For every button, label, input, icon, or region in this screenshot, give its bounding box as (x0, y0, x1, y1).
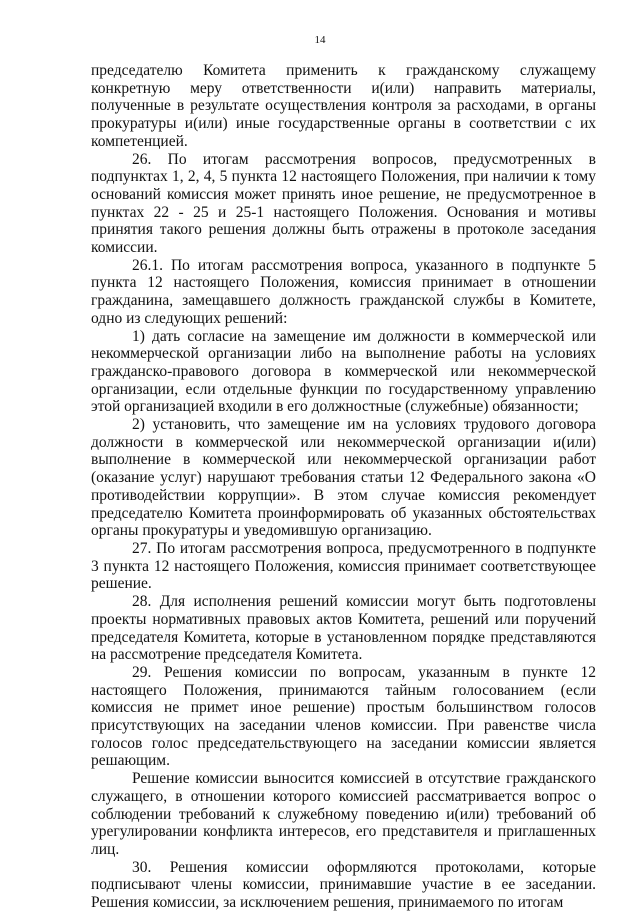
paragraph-clause-28: 28. Для исполнения решений комиссии могут быть подготовлены проекты нормативных правовых актов Комитета, решений или поручений председателя Комитета, которые в установленном порядке представляются на рассмотрение председателя Комитета. (91, 593, 596, 664)
paragraph-continued: председателю Комитета применить к гражданскому служащему конкретную меру ответственности и(или) направить материалы, полученные в результате осуществления контроля за расходами, в органы прокуратуры и(или) иные государственные органы в соответствии с их компетенцией. (91, 62, 596, 150)
paragraph-clause-27: 27. По итогам рассмотрения вопроса, предусмотренного в подпункте 3 пункта 12 настоящего Положения, комиссия принимает соответствующее решение. (91, 539, 596, 593)
paragraph-decision-2: 2) установить, что замещение им на условиях трудового договора должности в коммерческой или некоммерческой организации и(или) выполнение в коммерческой или некоммерческой организации работ (оказание услуг) нарушают требования статьи 12 Федерального закона «О противодействии коррупции». В этом случае комиссия рекомендует председателю Комитета проинформировать об указанных обстоятельствах органы прокуратуры и уведомившую организацию. (91, 416, 596, 540)
document-body (91, 62, 596, 912)
paragraph-decision-1: 1) дать согласие на замещение им должности в коммерческой или некоммерческой организации либо на выполнение работы на условиях гражданско-правового договора в коммерческой или некоммерческой организации, если отдельные функции по государственному управлению этой организацией входили в его должностные (служебные) обязанности; (91, 327, 596, 416)
paragraph-clause-26: 26. По итогам рассмотрения вопросов, предусмотренных в подпунктах 1, 2, 4, 5 пункта 12 настоящего Положения, при наличии к тому оснований комиссия может принять иное решение, не предусмотренное в пунктах 22 - 25 и 25-1 настоящего Положения. Основания и мотивы принятия такого решения должны быть отражены в протоколе заседания комиссии. (91, 150, 596, 257)
paragraph-clause-26-1: 26.1. По итогам рассмотрения вопроса, указанного в подпункте 5 пункта 12 настоящего Положения, комиссия принимает в отношении гражданина, замещавшего должность гражданской службы в Комитете, одно из следующих решений: (91, 256, 596, 327)
paragraph-clause-29: 29. Решения комиссии по вопросам, указанным в пункте 12 настоящего Положения, принимаются тайным голосованием (если комиссия не примет иное решение) простым большинством голосов присутствующих на заседании членов комиссии. При равенстве числа голосов голос председательствующего на заседании комиссии является решающим. (91, 663, 596, 770)
page-number: 14 (314, 34, 326, 46)
paragraph-clause-29-addendum: Решение комиссии выносится комиссией в отсутствие гражданского служащего, в отношении которого комиссией рассматривается вопрос о соблюдении требований к служебному поведению и(или) требований об урегулировании конфликта интересов, его представителя и приглашенных лиц. (91, 770, 596, 858)
paragraph-clause-30: 30. Решения комиссии оформляются протоколами, которые подписывают члены комиссии, принимавшие участие в ее заседании. Решения комиссии, за исключением решения, принимаемого по итогам (91, 858, 596, 912)
